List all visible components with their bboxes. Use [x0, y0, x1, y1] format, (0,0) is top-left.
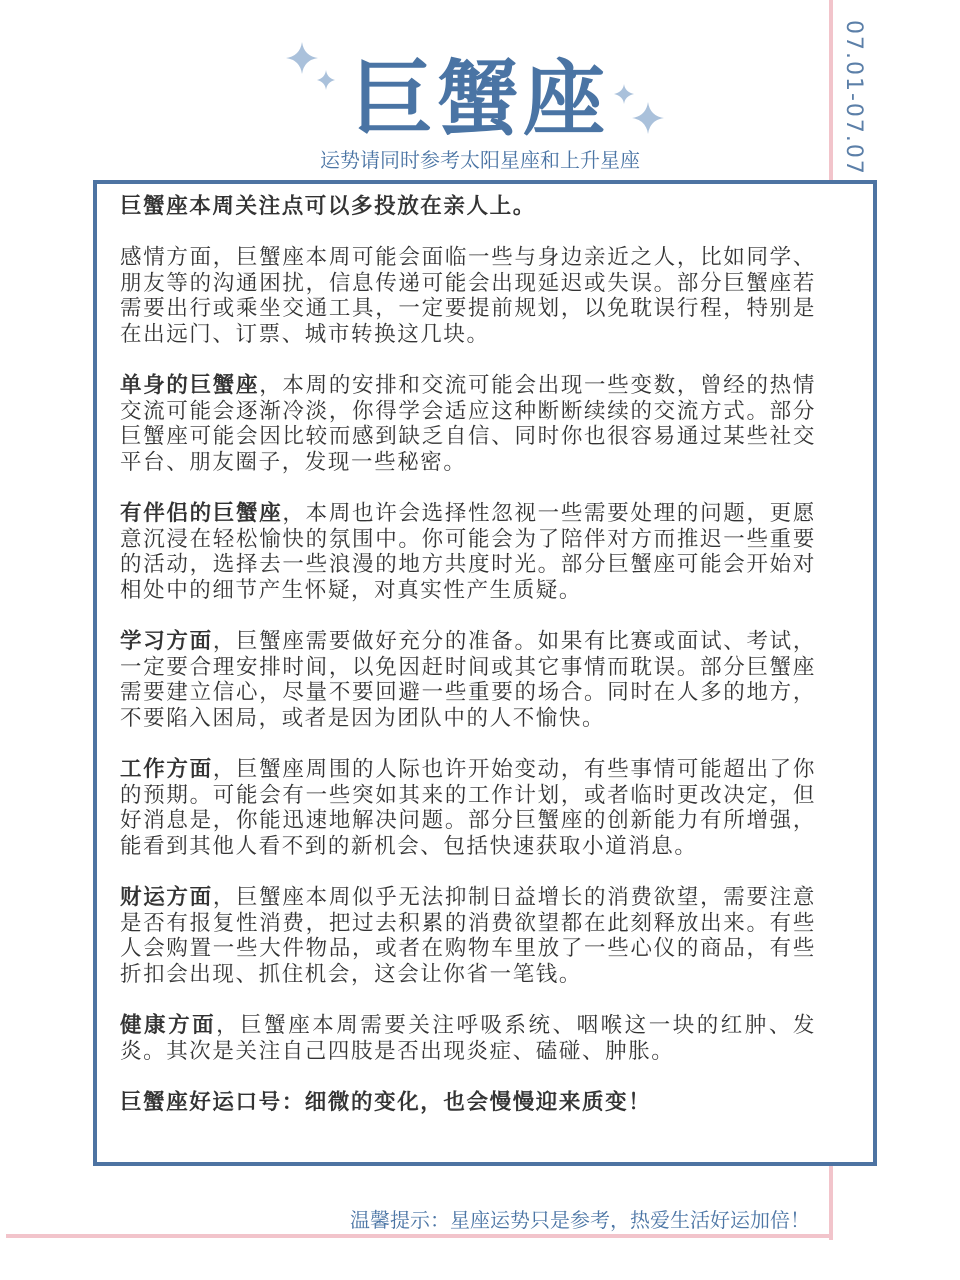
study-paragraph [120, 629, 816, 731]
intro-paragraph [120, 194, 816, 220]
work-label: 工作方面 [120, 757, 213, 783]
single-paragraph [120, 373, 816, 475]
footer-tip: 温馨提示：星座运势只是参考，热爱生活好运加倍！ [350, 1208, 810, 1232]
wealth-text: ，巨蟹座本周似乎无法抑制日益增长的消费欲望，需要注意是否有报复性消费，把过去积累的消费欲望都在此刻释放出来。有些人会购置一些大件物品，或者在购物车里放了一些心仪的商品，有些折扣会出现、抓住机会，这会让你省一笔钱。 [120, 885, 816, 987]
single-text: ，本周的安排和交流可能会出现一些变数，曾经的热情交流可能会逐渐冷淡，你得学会适应这种断断续续的交流方式。部分巨蟹座可能会因比较而感到缺乏自信、同时你也很容易通过某些社交平台、朋友圈子，发现一些秘密。 [120, 373, 816, 475]
study-text: ，巨蟹座需要做好充分的准备。如果有比赛或面试、考试，一定要合理安排时间，以免因赶时间或其它事情而耽误。部分巨蟹座需要建立信心，尽量不要回避一些重要的场合。同时在人多的地方，不要陷入困局，或者是因为团队中的人不愉快。 [120, 629, 816, 731]
date-range: 07.01-07.07 [841, 20, 866, 176]
love-paragraph: 感情方面，巨蟹座本周可能会面临一些与身边亲近之人，比如同学、朋友等的沟通困扰，信息传递可能会出现延迟或失误。部分巨蟹座若需要出行或乘坐交通工具，一定要提前规划，以免耽误行程，特别是在出远门、订票、城市转换这几块。 [120, 245, 816, 347]
couple-text: ，本周也许会选择性忽视一些需要处理的问题，更愿意沉浸在轻松愉快的氛围中。你可能会为了陪伴对方而推迟一些重要的活动，选择去一些浪漫的地方共度时光。部分巨蟹座可能会开始对相处中的细节产生怀疑，对真实性产生质疑。 [120, 501, 816, 603]
intro-text: 巨蟹座本周关注点可以多投放在亲人上。 [120, 194, 536, 219]
couple-paragraph [120, 501, 816, 603]
health-text: ，巨蟹座本周需要关注呼吸系统、咽喉这一块的红肿、发炎。其次是关注自己四肢是否出现炎症、磕碰、肿胀。 [120, 1013, 816, 1064]
content-body [120, 194, 816, 1141]
page-subtitle: 运势请同时参考太阳星座和上升星座 [320, 148, 640, 172]
study-label: 学习方面 [120, 629, 213, 655]
single-label: 单身的巨蟹座 [120, 373, 260, 399]
work-text: ，巨蟹座周围的人际也许开始变动，有些事情可能超出了你的预期。可能会有一些突如其来的工作计划，或者临时更改决定，但好消息是，你能迅速地解决问题。部分巨蟹座的创新能力有所增强，能看到其他人看不到的新机会、包括快速获取小道消息。 [120, 757, 816, 859]
slogan-paragraph [120, 1090, 816, 1116]
health-paragraph [120, 1013, 816, 1064]
page-title: 巨蟹座 [350, 52, 609, 147]
pink-horizontal-line [6, 1234, 833, 1238]
work-paragraph [120, 757, 816, 859]
wealth-paragraph [120, 885, 816, 987]
health-label: 健康方面 [120, 1013, 217, 1038]
couple-label: 有伴侣的巨蟹座 [120, 501, 283, 527]
slogan-text: 巨蟹座好运口号：细微的变化，也会慢慢迎来质变！ [120, 1089, 652, 1115]
wealth-label: 财运方面 [120, 885, 213, 911]
